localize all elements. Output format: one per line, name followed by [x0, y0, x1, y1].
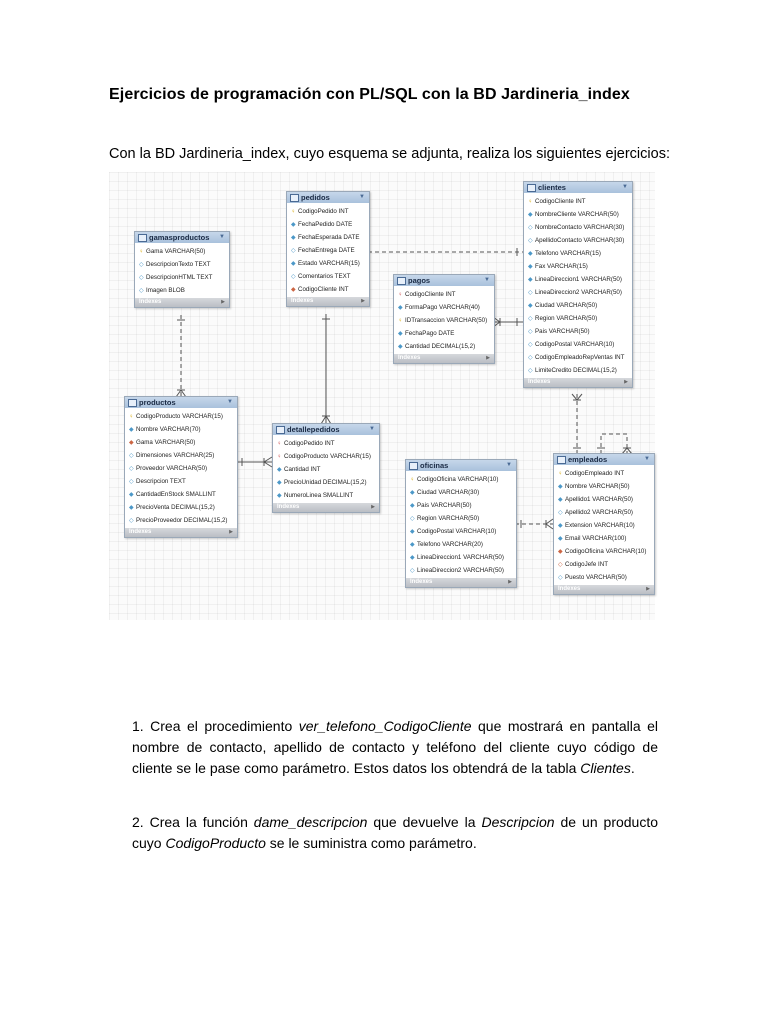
- column-row: ◇ Puesto VARCHAR(50): [554, 571, 654, 584]
- column-row: ◇ DescripcionTexto TEXT: [135, 258, 229, 271]
- key-icon: ♀: [410, 477, 415, 483]
- column-icon: ◆: [558, 484, 563, 490]
- column-row: ◇ FechaEntrega DATE: [287, 244, 369, 257]
- column-row: ◇ Imagen BLOB: [135, 284, 229, 297]
- foreign-key-icon: ◆: [558, 549, 563, 555]
- column-icon: ◇: [528, 342, 533, 348]
- function-name: dame_descripcion: [253, 814, 368, 830]
- exercise-2: 2. Crea la función dame_descripcion que devuelve la Descripcion de un producto cuyo CodigoProducto se le suministra como parámetro.: [132, 814, 659, 851]
- indexes-bar[interactable]: Indexes ▶: [394, 354, 494, 363]
- column-row: ♀ CodigoCliente INT: [524, 195, 632, 208]
- table-header: productos ▼: [125, 397, 237, 408]
- table-productos[interactable]: [124, 396, 238, 538]
- column-icon: ◇: [129, 479, 134, 485]
- procedure-name: ver_telefono_CodigoCliente: [298, 718, 472, 734]
- column-row: ◆ Estado VARCHAR(15): [287, 257, 369, 270]
- column-icon: ◇: [528, 368, 533, 374]
- column-row: ◆ Cantidad DECIMAL(15,2): [394, 340, 494, 353]
- column-row: ♀ CodigoProducto VARCHAR(15): [125, 410, 237, 423]
- column-row: ◇ LineaDireccion2 VARCHAR(50): [524, 286, 632, 299]
- column-row: ◇ Proveedor VARCHAR(50): [125, 462, 237, 475]
- column-row: ◆ CodigoOficina VARCHAR(10): [554, 545, 654, 558]
- column-row: ◆ CodigoPostal VARCHAR(10): [406, 525, 516, 538]
- column-row: ◆ FormaPago VARCHAR(40): [394, 301, 494, 314]
- table-header: clientes ▼: [524, 182, 632, 193]
- column-row: ◇ Dimensiones VARCHAR(25): [125, 449, 237, 462]
- column-row: ◆ Nombre VARCHAR(50): [554, 480, 654, 493]
- column-icon: ◇: [558, 575, 563, 581]
- column-icon: ◇: [139, 275, 144, 281]
- column-icon: ◇: [129, 466, 134, 472]
- column-icon: ◇: [410, 568, 415, 574]
- column-icon: ◇: [129, 453, 134, 459]
- table-clientes[interactable]: [523, 181, 633, 388]
- column-row: ◆ Gama VARCHAR(50): [125, 436, 237, 449]
- table-header: oficinas ▼: [406, 460, 516, 471]
- column-icon: ◆: [291, 261, 296, 267]
- column-icon: ◆: [291, 235, 296, 241]
- column-row: ◆ Cantidad INT: [273, 463, 379, 476]
- column-row: ◆ CantidadEnStock SMALLINT: [125, 488, 237, 501]
- column-icon: ◇: [528, 225, 533, 231]
- column-row: ◆ FechaPedido DATE: [287, 218, 369, 231]
- column-row: ◆ PrecioUnidad DECIMAL(15,2): [273, 476, 379, 489]
- table-pagos[interactable]: [393, 274, 495, 364]
- document-title: Ejercicios de programación con PL/SQL con la BD Jardineria_index: [109, 86, 630, 103]
- column-row: ◇ Pais VARCHAR(50): [524, 325, 632, 338]
- column-icon: ◆: [410, 542, 415, 548]
- column-icon: ◆: [398, 344, 403, 350]
- column-icon: ◇: [558, 510, 563, 516]
- table-header: empleados ▼: [554, 454, 654, 465]
- column-icon: ◆: [277, 493, 282, 499]
- column-icon: ◆: [558, 523, 563, 529]
- column-icon: ◆: [410, 555, 415, 561]
- table-empleados[interactable]: [553, 453, 655, 595]
- column-icon: ◇: [139, 262, 144, 268]
- indexes-bar[interactable]: Indexes ▶: [524, 378, 632, 387]
- column-row: ◇ CodigoJefe INT: [554, 558, 654, 571]
- foreign-key-icon: ◆: [291, 287, 296, 293]
- column-row: ◆ Telefono VARCHAR(15): [524, 247, 632, 260]
- column-icon: ◆: [129, 427, 134, 433]
- column-row: ◆ FechaPago DATE: [394, 327, 494, 340]
- column-row: ♀ CodigoPedido INT: [273, 437, 379, 450]
- indexes-bar[interactable]: Indexes ▶: [125, 528, 237, 537]
- key-icon: ♀: [398, 318, 403, 324]
- column-row: ◆ Nombre VARCHAR(70): [125, 423, 237, 436]
- column-row: ◇ Apellido2 VARCHAR(50): [554, 506, 654, 519]
- column-icon: ◆: [558, 536, 563, 542]
- column-row: ◆ Pais VARCHAR(50): [406, 499, 516, 512]
- column-row: ♀ CodigoOficina VARCHAR(10): [406, 473, 516, 486]
- table-header: pedidos ▼: [287, 192, 369, 203]
- column-icon: ◇: [129, 518, 134, 524]
- intro-text: Con la BD Jardineria_index, cuyo esquema se adjunta, realiza los siguientes ejercicios:: [109, 146, 670, 162]
- column-icon: ◆: [291, 222, 296, 228]
- table-pedidos[interactable]: [286, 191, 370, 307]
- key-icon: ♀: [291, 209, 296, 215]
- column-row: ◆ CodigoCliente INT: [287, 283, 369, 296]
- rel-empleados-self: [601, 434, 627, 454]
- column-icon: ◆: [528, 303, 533, 309]
- column-icon: ◆: [277, 480, 282, 486]
- column-row: ♀ CodigoPedido INT: [287, 205, 369, 218]
- key-icon: ♀: [129, 414, 134, 420]
- column-row: ◇ DescripcionHTML TEXT: [135, 271, 229, 284]
- column-row: ◆ LineaDireccion1 VARCHAR(50): [524, 273, 632, 286]
- indexes-bar[interactable]: Indexes ▶: [287, 297, 369, 306]
- key-icon: ♀: [558, 471, 563, 477]
- column-icon: ◆: [528, 277, 533, 283]
- column-row: ◇ Region VARCHAR(50): [524, 312, 632, 325]
- column-icon: ◇: [528, 290, 533, 296]
- column-icon: ◆: [410, 490, 415, 496]
- column-icon: ◆: [410, 503, 415, 509]
- column-row: ◆ Ciudad VARCHAR(50): [524, 299, 632, 312]
- column-row: ◇ Descripcion TEXT: [125, 475, 237, 488]
- column-icon: ◆: [528, 264, 533, 270]
- column-row: ◆ FechaEsperada DATE: [287, 231, 369, 244]
- table-name: Clientes: [580, 760, 631, 776]
- column-icon: ◆: [129, 492, 134, 498]
- column-icon: ◇: [528, 355, 533, 361]
- column-row: ◇ Region VARCHAR(50): [406, 512, 516, 525]
- column-row: ◆ Extension VARCHAR(10): [554, 519, 654, 532]
- column-row: ◆ Fax VARCHAR(15): [524, 260, 632, 273]
- key-icon: ♀: [139, 249, 144, 255]
- key-icon: ♀: [277, 441, 282, 447]
- column-icon: ◇: [528, 316, 533, 322]
- parameter-name: CodigoProducto: [165, 835, 266, 851]
- indexes-bar[interactable]: Indexes ▶: [554, 585, 654, 594]
- key-icon: ♀: [398, 292, 403, 298]
- column-row: ◆ NombreCliente VARCHAR(50): [524, 208, 632, 221]
- column-icon: ◇: [291, 248, 296, 254]
- key-icon: ♀: [277, 454, 282, 460]
- column-row: ◇ ApellidoContacto VARCHAR(30): [524, 234, 632, 247]
- column-row: ◇ LineaDireccion2 VARCHAR(50): [406, 564, 516, 577]
- column-row: ◆ LineaDireccion1 VARCHAR(50): [406, 551, 516, 564]
- column-row: ◆ NumeroLinea SMALLINT: [273, 489, 379, 502]
- column-row: ♀ CodigoCliente INT: [394, 288, 494, 301]
- column-row: ◆ Telefono VARCHAR(20): [406, 538, 516, 551]
- table-gamasproductos[interactable]: [134, 231, 230, 308]
- column-row: ◇ NombreContacto VARCHAR(30): [524, 221, 632, 234]
- column-row: ◇ LimiteCredito DECIMAL(15,2): [524, 364, 632, 377]
- column-icon: ◆: [398, 331, 403, 337]
- column-icon: ◇: [528, 238, 533, 244]
- column-icon: ◆: [410, 529, 415, 535]
- field-name: Descripcion: [481, 814, 555, 830]
- foreign-key-icon: ◆: [129, 440, 134, 446]
- column-icon: ◆: [398, 305, 403, 311]
- table-header: gamasproductos ▼: [135, 232, 229, 243]
- key-icon: ♀: [528, 199, 533, 205]
- column-icon: ◆: [528, 212, 533, 218]
- table-header: detallepedidos ▼: [273, 424, 379, 435]
- column-icon: ◆: [528, 251, 533, 257]
- column-row: ♀ IDTransaccion VARCHAR(50): [394, 314, 494, 327]
- column-row: ♀ Gama VARCHAR(50): [135, 245, 229, 258]
- column-row: ♀ CodigoEmpleado INT: [554, 467, 654, 480]
- column-icon: ◇: [528, 329, 533, 335]
- exercise-1: 1. Crea el procedimiento ver_telefono_CodigoCliente que mostrará en pantalla el nombre de contacto, apellido de contacto y teléfono del cliente cuyo código de cliente se le pase como parámetro. Estos datos los obtendrá de la tabla Clientes.: [132, 718, 658, 776]
- column-icon: ◇: [410, 516, 415, 522]
- column-row: ◇ CodigoPostal VARCHAR(10): [524, 338, 632, 351]
- column-row: ◇ Comentarios TEXT: [287, 270, 369, 283]
- column-row: ♀ CodigoProducto VARCHAR(15): [273, 450, 379, 463]
- indexes-bar[interactable]: Indexes ▶: [273, 503, 379, 512]
- column-icon: ◆: [277, 467, 282, 473]
- column-row: ◆ Ciudad VARCHAR(30): [406, 486, 516, 499]
- er-diagram: [109, 172, 655, 620]
- column-row: ◆ Apellido1 VARCHAR(50): [554, 493, 654, 506]
- column-row: ◆ PrecioVenta DECIMAL(15,2): [125, 501, 237, 514]
- column-icon: ◇: [291, 274, 296, 280]
- table-detallepedidos[interactable]: [272, 423, 380, 513]
- column-row: ◇ PrecioProveedor DECIMAL(15,2): [125, 514, 237, 527]
- table-header: pagos ▼: [394, 275, 494, 286]
- column-row: ◆ Email VARCHAR(100): [554, 532, 654, 545]
- foreign-key-icon: ◇: [558, 562, 563, 568]
- indexes-bar[interactable]: Indexes ▶: [135, 298, 229, 307]
- column-row: ◇ CodigoEmpleadoRepVentas INT: [524, 351, 632, 364]
- column-icon: ◇: [139, 288, 144, 294]
- column-icon: ◆: [558, 497, 563, 503]
- table-oficinas[interactable]: [405, 459, 517, 588]
- column-icon: ◆: [129, 505, 134, 511]
- indexes-bar[interactable]: Indexes ▶: [406, 578, 516, 587]
